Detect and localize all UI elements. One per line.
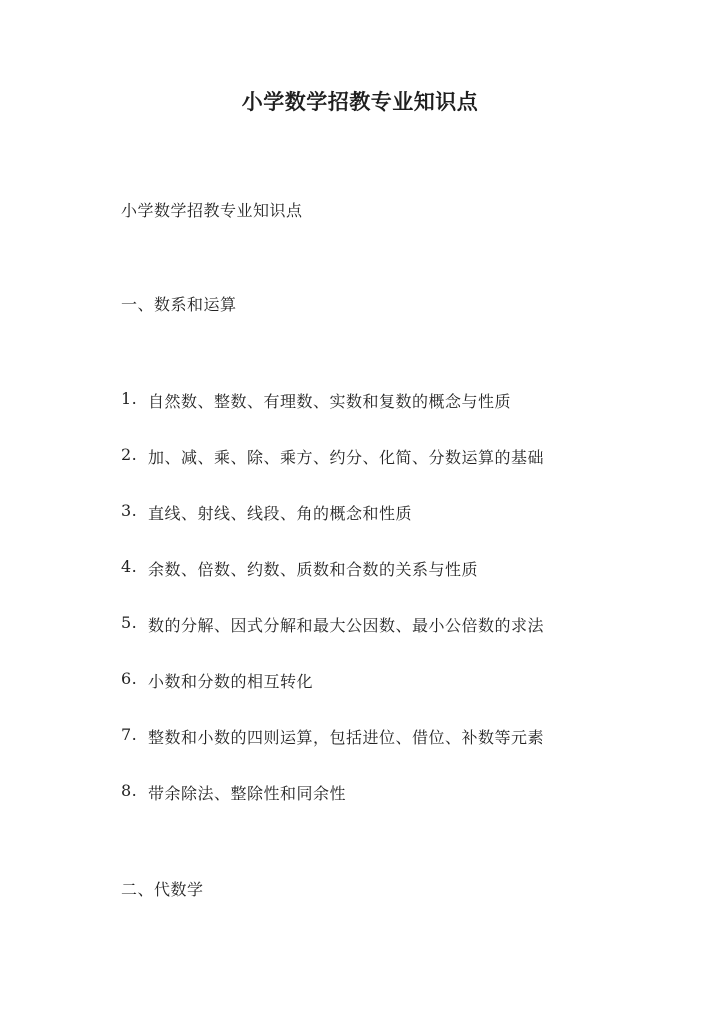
list-item-number: 1.: [121, 389, 138, 408]
list-item-number: 8.: [121, 781, 138, 800]
list-item-number: 7.: [121, 725, 138, 744]
list-item: [121, 501, 412, 524]
list-item-text: 直线、射线、线段、角的概念和性质: [148, 504, 413, 523]
list-item: [121, 781, 346, 804]
list-item-number: 2.: [121, 445, 138, 464]
list-item: [121, 613, 544, 636]
list-item: [121, 725, 544, 748]
list-item-text: 数的分解、因式分解和最大公因数、最小公倍数的求法: [148, 616, 545, 635]
list-item: [121, 557, 478, 580]
list-item-text: 带余除法、整除性和同余性: [148, 784, 347, 803]
list-item-number: 6.: [121, 669, 138, 688]
section-heading-1: 一、数系和运算: [121, 295, 237, 314]
list-item-text: 整数和小数的四则运算，包括进位、借位、补数等元素: [148, 728, 545, 747]
list-item-text: 加、减、乘、除、乘方、约分、化简、分数运算的基础: [148, 448, 545, 467]
section-heading-2: 二、代数学: [121, 880, 204, 899]
list-item-number: 5.: [121, 613, 138, 632]
list-item-number: 4.: [121, 557, 138, 576]
list-item-text: 小数和分数的相互转化: [148, 672, 314, 691]
document-title: 小学数学招教专业知识点: [241, 89, 479, 114]
list-item: [121, 389, 511, 412]
list-item-text: 自然数、整数、有理数、实数和复数的概念与性质: [148, 392, 512, 411]
list-item-text: 余数、倍数、约数、质数和合数的关系与性质: [148, 560, 479, 579]
list-item: [121, 669, 313, 692]
list-item: [121, 445, 544, 468]
list-item-number: 3.: [121, 501, 138, 520]
document-subtitle: 小学数学招教专业知识点: [121, 201, 303, 220]
